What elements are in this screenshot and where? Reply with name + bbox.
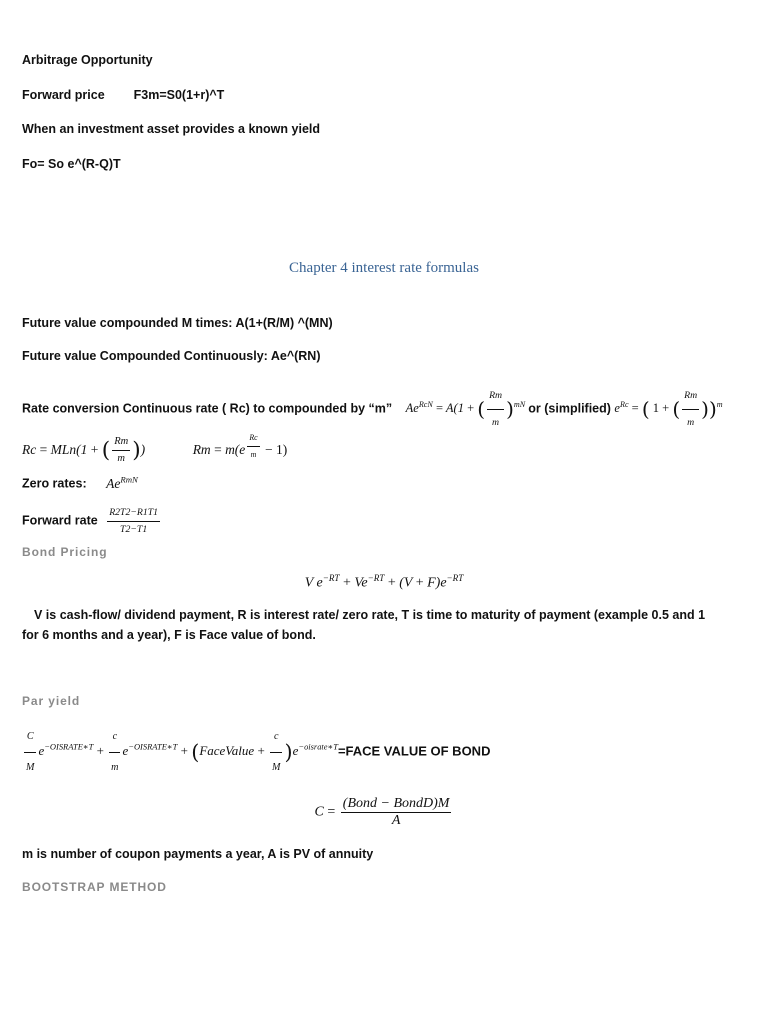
forward-price-formula: F3m=S0(1+r)^T (133, 88, 225, 102)
rc-rm-equations-line (22, 430, 287, 467)
forward-price-line (22, 87, 224, 103)
par-yield-equation: $\frac{C}{M}$ $e^{-OISRATE∗T}$ + $\frac{c}{m}$ $e^{-OISRATE∗T}$ + (FaceValue + $\frac{c}{M}$ )$e^{-oisrate∗T}$ (22, 743, 338, 758)
par-yield-equation-line (22, 722, 490, 783)
forward-rate-label: Forward rate (22, 513, 98, 528)
zero-rates-label: Zero rates: (22, 476, 87, 491)
zero-rates-equation: $Ae^{RmN}$ (106, 474, 138, 491)
bond-price-equation: V $e^{-RT} + Ve^{-RT} + (V + F)e^{-RT}$ (304, 573, 464, 591)
par-yield-equals-text: =FACE VALUE OF BOND (337, 743, 491, 759)
chapter-heading: Chapter 4 interest rate formulas (289, 260, 479, 276)
forward-rate-line (22, 505, 162, 538)
par-yield-heading: Par yield (22, 694, 81, 708)
fo-formula-line: Fo= So e^(R-Q)T (22, 157, 121, 171)
fv-continuous-line: Future value Compounded Continuously: Ae^(RN) (22, 349, 321, 363)
simplified-equation: $e^{Rc}$ = ( 1 + ( $\frac{Rm}{m}$ ))$^m$ (614, 401, 722, 415)
or-simplified-label: or (simplified) (528, 401, 611, 416)
bond-explanation: V is cash-flow/ dividend payment, R is interest rate/ zero rate, T is time to maturity of payment (example 0.5 and 1 for 6 months and a year), F is Face value of bond. (22, 608, 706, 642)
fv-compounded-line: Future value compounded M times: A(1+(R/M) ^(MN) (22, 316, 333, 330)
bond-pricing-heading: Bond Pricing (22, 545, 108, 559)
bootstrap-heading: BOOTSTRAP METHOD (22, 880, 167, 894)
rate-conversion-line (22, 383, 723, 436)
rate-conversion-equation: $Ae^{RcN} = A(1$ + ( $\frac{Rm}{m}$ )$^{mN}$ (406, 401, 529, 415)
arbitrage-line: Arbitrage Opportunity (22, 53, 153, 67)
rate-conversion-label: Rate conversion Continuous rate ( Rc) to compounded by “m” (22, 401, 393, 416)
known-yield-line: When an investment asset provides a known yield (22, 122, 320, 136)
forward-rate-fraction: $\frac{R2T2-R1T1}{T2-T1}$ (105, 513, 162, 527)
annuity-note: m is number of coupon payments a year, A is PV of annuity (22, 847, 374, 861)
rc-equation: Rc = MLn(1 + ( $\frac{Rm}{m}$ )) (22, 442, 145, 457)
zero-rates-line (22, 471, 138, 492)
rm-equation: Rm = m(e $^{\frac{Rc}{m}}$ − 1) (193, 442, 288, 457)
coupon-equation: C = $\frac{\text{(Bond − BondD)M}}{A}$ (314, 796, 450, 828)
forward-price-label: Forward price (22, 88, 105, 102)
